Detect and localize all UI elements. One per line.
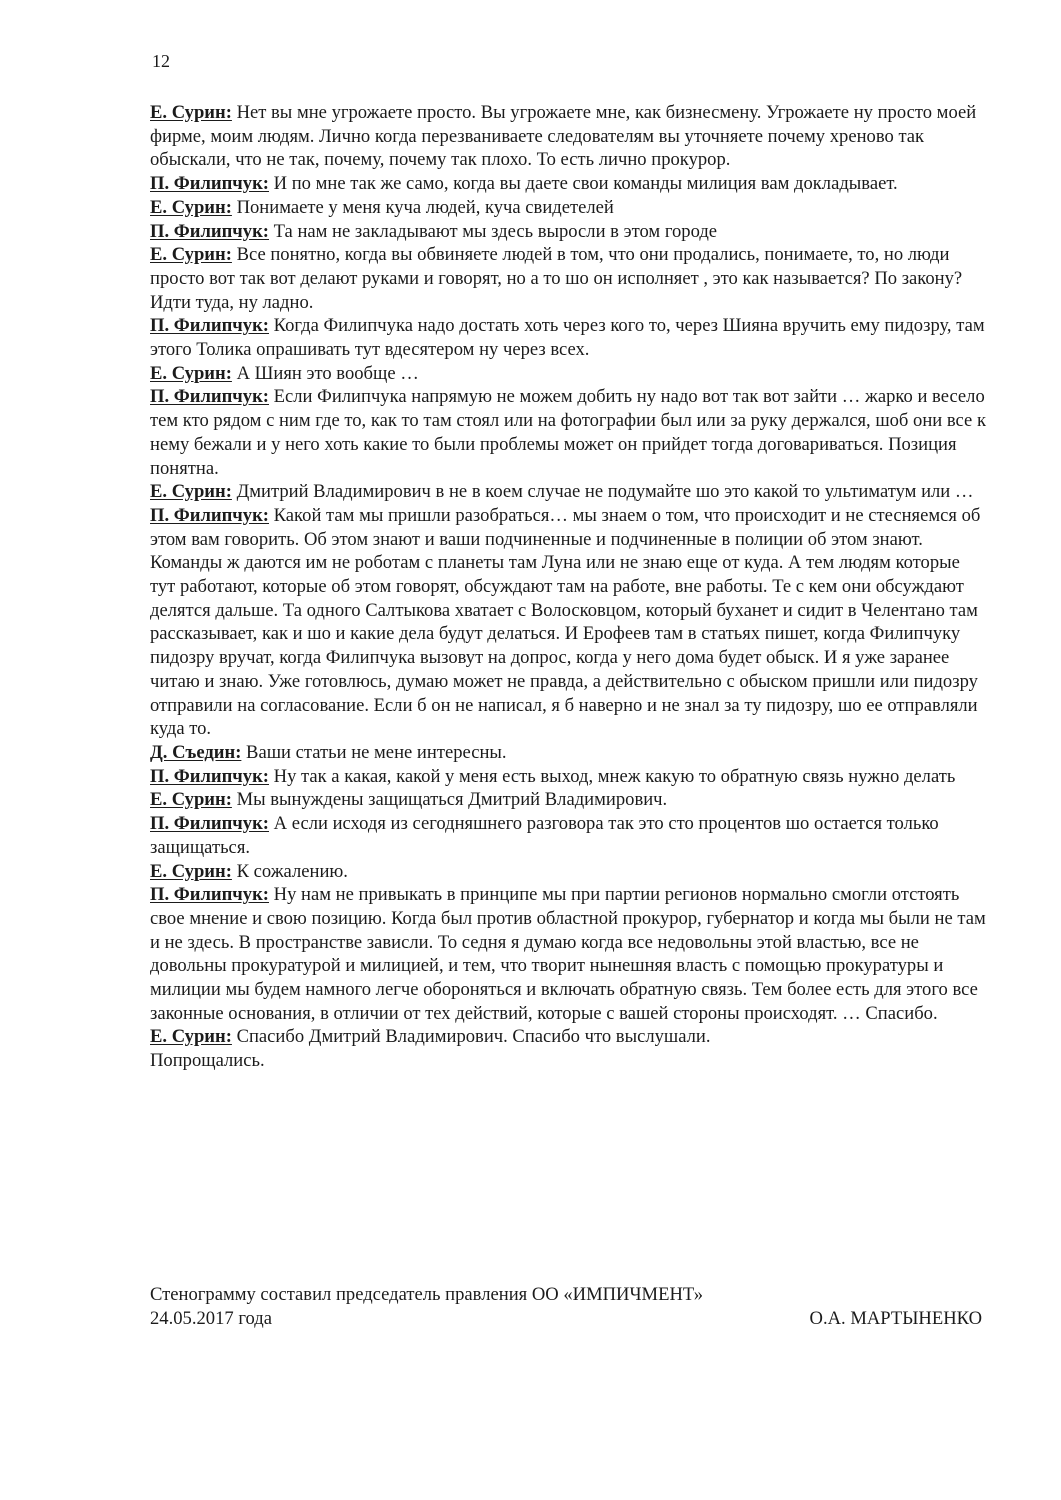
document-footer: [150, 1283, 986, 1330]
speaker-label: Е. Сурин:: [150, 244, 232, 266]
speaker-label: П. Филипчук:: [150, 315, 269, 337]
transcript-turn: [150, 1025, 986, 1049]
transcript-turn: [150, 172, 986, 196]
transcript-turn: [150, 504, 986, 741]
compiled-by-line: Стенограмму составил председатель правления ОО «ИМПИЧМЕНТ»: [150, 1284, 704, 1305]
utterance-text: Нет вы мне угрожаете просто. Вы угрожаете мне, как бизнесмену. Угрожаете ну просто моей фирме, моим людям. Лично когда перезваниваете следователям вы уточняете почему хреново так обыскали, что не так, почему, почему так плохо. То есть лично прокурор.: [150, 102, 977, 171]
utterance-text: Какой там мы пришли разобраться… мы знаем о том, что происходит и не стесняемся об этом вам говорить. Об этом знают и ваши подчиненные и подчиненные в полиции об этом знают. Команды ж даются им не роботам с планеты там Луна или не знаю еще от куда. А тем людям которые тут работают, которые об этом говорят, обсуждают там на работе, вне работы. Те с кем они обсуждают делятся дальше. Та одного Салтыкова хватает с Волосковцом, который буханет и сидит в Челентано там рассказывает, как и шо и какие дела будут делаться. И Ерофеев там в статьях пишет, когда Филипчуку пидозру вручат, когда Филипчука вызовут на допрос, когда у него дома будет обыск. И я уже заранее читаю и знаю. Уже готовлюсь, думаю может не правда, а действительно с обыском пришли или пидозру отправили на согласование. Если б он не написал, я б наверно и не знал за ту пидозру, шо ее отправляли куда то.: [150, 504, 981, 740]
utterance-text: Когда Филипчука надо достать хоть через кого то, через Шияна вручить ему пидозру, там этого Толика опрашивать тут вдесятером ну через всех.: [150, 315, 985, 361]
speaker-label: П. Филипчук:: [150, 765, 269, 787]
speaker-label: Д. Съедин:: [150, 741, 242, 763]
speaker-label: Е. Сурин:: [150, 1026, 232, 1048]
speaker-label: Е. Сурин:: [150, 481, 232, 503]
transcript-turn: [150, 314, 986, 361]
transcript-turn: [150, 243, 986, 314]
speaker-label: П. Филипчук:: [150, 386, 269, 408]
footer-date-row: [150, 1307, 986, 1331]
utterance-text: Все понятно, когда вы обвиняете людей в том, что они продались, понимаете, то, но люди просто вот так вот делают руками и говорят, но а то шо он исполняет , это как называется? По закону? Идти туда, ну ладно.: [150, 244, 963, 313]
speaker-label: П. Филипчук:: [150, 813, 269, 835]
utterance-text: Та нам не закладывают мы здесь выросли в этом городе: [269, 220, 718, 242]
signatory-name: О.А. МАРТЫНЕНКО: [809, 1307, 982, 1329]
speaker-label: Е. Сурин:: [150, 196, 232, 218]
utterance-text: К сожалению.: [231, 860, 348, 882]
speaker-label: Е. Сурин:: [150, 362, 232, 384]
document-date: 24.05.2017 года: [150, 1307, 272, 1329]
closing-note: Попрощались.: [150, 1050, 265, 1072]
utterance-text: А Шиян это вообще …: [231, 362, 419, 384]
utterance-text: А если исходя из сегодняшнего разговора так это сто процентов шо остается только защищаться.: [150, 813, 939, 858]
transcript-turn: [150, 860, 986, 884]
transcript-turn: [150, 788, 986, 812]
transcript-turn: [150, 812, 986, 859]
utterance-text: Спасибо Дмитрий Владимирович. Спасибо что выслушали.: [231, 1026, 711, 1048]
utterance-text: Понимаете у меня куча людей, куча свидетелей: [231, 196, 614, 218]
utterance-text: Мы вынуждены защищаться Дмитрий Владимирович.: [231, 789, 668, 811]
transcript-turn: [150, 741, 986, 765]
speaker-label: Е. Сурин:: [150, 860, 232, 882]
page-number: 12: [152, 51, 170, 71]
transcript-turn: [150, 765, 986, 789]
speaker-label: Е. Сурин:: [150, 789, 232, 811]
transcript-turn: [150, 362, 986, 386]
transcript-turn: [150, 883, 986, 1025]
utterance-text: Ну нам не привыкать в принципе мы при партии регионов нормально смогли отстоять свое мнение и свою позицию. Когда был против областной прокурор, губернатор и когда мы были не там и не здесь. В пространстве зависли. То седня я думаю когда все недовольны этой властью, все не довольны прокуратурой и милицией, и тем, что творит нынешняя власть с помощью прокуратуры и милиции мы будем намного легче обороняться и включать обратную связь. Тем более есть для этого все законные основания, в отличии от тех действий, которые с вашей стороны происходят. … Спасибо.: [150, 884, 986, 1024]
transcript-turn: [150, 101, 986, 172]
transcript-turn: [150, 196, 986, 220]
utterance-text: И по мне так же само, когда вы даете свои команды милиция вам докладывает.: [269, 173, 898, 195]
speaker-label: П. Филипчук:: [150, 220, 269, 242]
speaker-label: П. Филипчук:: [150, 504, 269, 526]
utterance-text: Ваши статьи не мене интересны.: [241, 741, 507, 763]
transcript-turn: [150, 385, 986, 480]
utterance-text: Ну так а какая, какой у меня есть выход, мнеж какую то обратную связь нужно делать: [269, 765, 956, 787]
speaker-label: П. Филипчук:: [150, 884, 269, 906]
speaker-label: Е. Сурин:: [150, 102, 232, 123]
transcript-turn: [150, 220, 986, 244]
speaker-label: П. Филипчук:: [150, 173, 269, 195]
transcript-turn: [150, 480, 986, 504]
utterance-text: Если Филипчука напрямую не можем добить ну надо вот так вот зайти … жарко и весело тем кто рядом с ним где то, как то там стоял или на фотографии был или за руку держался, шоб они все к нему бежали и у него хоть какие то были проблемы может он прийдет тогда договариваться. Позиция понятна.: [150, 386, 986, 479]
utterance-text: Дмитрий Владимирович в не в коем случае не подумайте шо это какой то ультиматум или …: [231, 481, 974, 503]
transcript: [150, 101, 986, 1073]
